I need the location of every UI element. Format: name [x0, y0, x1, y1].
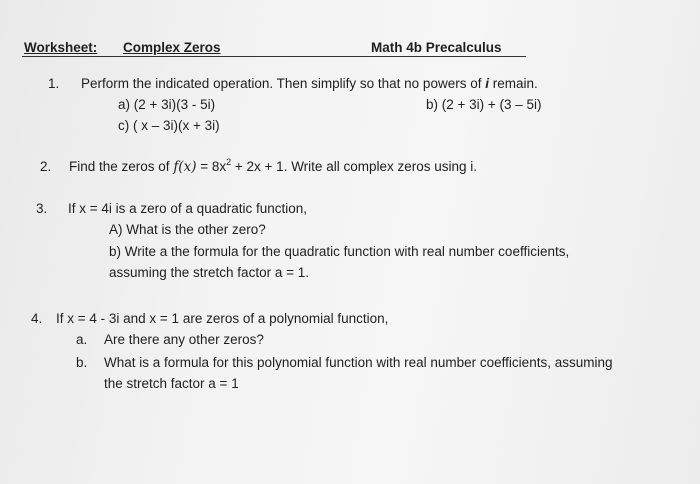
q3-prompt: If x = 4i is a zero of a quadratic function, — [68, 201, 308, 216]
q4-part-a-label: a. — [76, 332, 88, 347]
q2-prompt-start: Find the zeros of — [69, 159, 174, 174]
worksheet-label: Worksheet: — [24, 40, 98, 55]
q4-part-b-line1: What is a formula for this polynomial function with real number coefficients, assuming — [104, 355, 613, 370]
q1-number: 1. — [48, 76, 60, 91]
q1-part-a: a) (2 + 3i)(3 - 5i) — [118, 97, 216, 112]
q2-prompt — [69, 159, 477, 175]
q4-prompt: If x = 4 - 3i and x = 1 are zeros of a polynomial function, — [56, 311, 389, 326]
q3-part-a: A) What is the other zero? — [109, 222, 266, 237]
course-name: Math 4b Precalculus — [371, 40, 502, 55]
q2-function-rest: + 2x + 1 — [231, 159, 284, 174]
q2-exponent: 2 — [226, 157, 232, 167]
worksheet-topic: Complex Zeros — [123, 40, 221, 55]
q2-function-name: f(x) — [173, 159, 197, 175]
q4-part-b-label: b. — [76, 355, 88, 370]
q1-part-c: c) ( x – 3i)(x + 3i) — [118, 118, 220, 133]
q1-prompt-var: i — [485, 76, 489, 91]
q2-number: 2. — [40, 159, 52, 174]
q1-part-b: b) (2 + 3i) + (3 – 5i) — [426, 97, 542, 112]
q3-number: 3. — [36, 201, 48, 216]
q4-part-a: Are there any other zeros? — [104, 332, 264, 347]
q1-prompt-start: Perform the indicated operation. Then simplify so that no powers of — [81, 76, 486, 91]
q4-number: 4. — [31, 311, 43, 326]
q3-part-b-line1: b) Write a the formula for the quadratic function with real number coefficients, — [109, 244, 570, 259]
q1-prompt-end: remain. — [488, 76, 538, 91]
q4-part-b-line2: the stretch factor a = 1 — [104, 376, 239, 391]
q2-prompt-end: . Write all complex zeros using i. — [283, 159, 478, 174]
q3-part-b-line2: assuming the stretch factor a = 1. — [109, 265, 309, 280]
q1-prompt — [81, 76, 538, 92]
q2-function-body: = 8x — [196, 159, 227, 174]
header-rule — [22, 56, 526, 57]
